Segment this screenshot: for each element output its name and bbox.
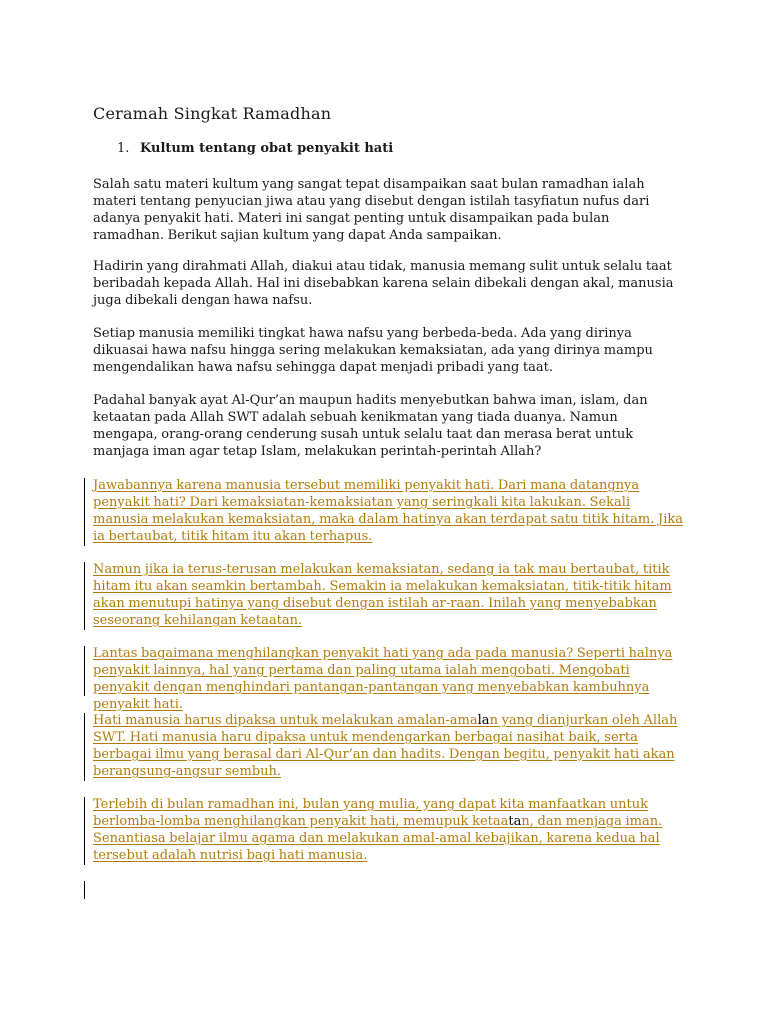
tracked-text: n, dan menjaga iman. Senantiasa belajar ilmu agama dan melakukan amal-amal kebajikan, karena kedua hal tersebut adalah nutrisi bagi hati manusia. [93, 814, 663, 863]
body-paragraph: Hadirin yang dirahmati Allah, diakui atau tidak, manusia memang sulit untuk selalu taat beribadah kepada Allah. Hal ini disebabkan karena selain dibekali dengan akal, manusia juga dibekali dengan hawa nafsu. [93, 259, 674, 308]
body-paragraph: Salah satu materi kultum yang sangat tepat disampaikan saat bulan ramadhan ialah materi tentang penyucian jiwa atau yang disebut dengan istilah tasyfiatun nufus dari adanya penyakit hati. Materi ini sangat penting untuk disampaikan pada bulan ramadhan. Berikut sajian kultum yang dapat Anda sampaikan. [93, 177, 650, 243]
change-bar [84, 797, 85, 865]
change-bar [84, 713, 85, 781]
change-bar [84, 646, 85, 696]
body-paragraph: Setiap manusia memiliki tingkat hawa nafsu yang berbeda-beda. Ada yang dirinya dikuasai hawa nafsu hingga sering melakukan kemaksiatan, ada yang dirinya mampu mengendalikan hawa nafsu sehingga dapat menjadi pribadi yang taat. [93, 326, 653, 375]
inserted-text: la [477, 713, 490, 728]
tracked-paragraph [93, 712, 683, 780]
body-paragraph: Padahal banyak ayat Al-Qur’an maupun hadits menyebutkan bahwa iman, islam, dan ketaatan pada Allah SWT adalah sebuah kenikmatan yang tiada duanya. Namun mengapa, orang-orang cenderung susah untuk selalu taat dan merasa berat untuk manjaga iman agar tetap Islam, melakukan perintah-perintah Allah? [93, 393, 648, 459]
tracked-text: Terlebih di bulan ramadhan ini, bulan yang mulia, yang dapat kita manfaatkan untuk berlomba-lomba menghilangkan penyakit hati, memupuk ketaa [93, 797, 649, 829]
inserted-text: ta [508, 814, 522, 829]
tracked-paragraph: Jawabannya karena manusia tersebut memiliki penyakit hati. Dari mana datangnya penyakit hati? Dari kemaksiatan-kemaksiatan yang seringkali kita lakukan. Sekali manusia melakukan kemaksiatan, maka dalam hatinya akan terdapat satu titik hitam. Jika ia bertaubat, titik hitam itu akan terhapus. [93, 478, 683, 544]
text-cursor [84, 881, 85, 899]
change-bar [84, 562, 85, 630]
change-bar [84, 478, 85, 546]
tracked-paragraph [93, 796, 683, 864]
list-number: 1. [117, 141, 130, 156]
tracked-paragraph: Namun jika ia terus-terusan melakukan kemaksiatan, sedang ia tak mau bertaubat, titik hitam itu akan seamkin bertambah. Semakin ia melakukan kemaksiatan, titik-titik hitam akan menutupi hatinya yang disebut dengan istilah ar-raan. Inilah yang menyebabkan seseorang kehilangan ketaatan. [93, 562, 672, 628]
tracked-text: Hati manusia harus dipaksa untuk melakukan amalan-ama [93, 713, 478, 728]
tracked-text: n yang dianjurkan oleh Allah SWT. Hati manusia haru dipaksa untuk mendengarkan berbagai nasihat baik, serta berbagai ilmu yang berasal dari Al-Qur’an dan hadits. Dengan begitu, penyakit hati akan berangsung-angsur sembuh. [93, 713, 678, 779]
numbered-heading [117, 141, 393, 156]
document-title: Ceramah Singkat Ramadhan [93, 104, 332, 123]
list-heading-text: Kultum tentang obat penyakit hati [140, 141, 394, 156]
tracked-paragraph: Lantas bagaimana menghilangkan penyakit hati yang ada pada manusia? Seperti halnya penyakit lainnya, hal yang pertama dan paling utama ialah mengobati. Mengobati penyakit dengan menghindari pantangan-pantangan yang menyebabkan kambuhnya penyakit hati. [93, 646, 673, 712]
